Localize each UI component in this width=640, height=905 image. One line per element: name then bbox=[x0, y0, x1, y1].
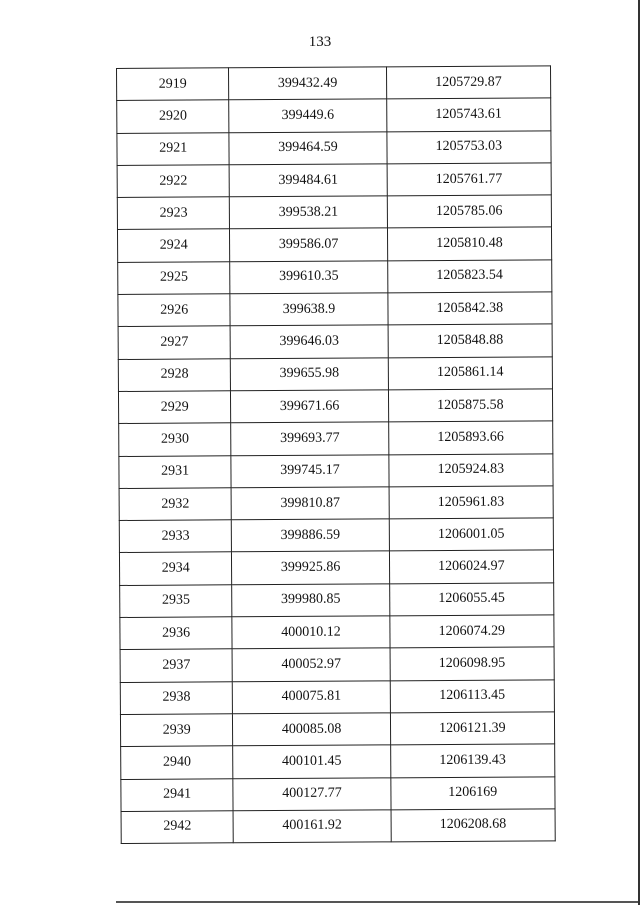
x-coordinate-cell: 399538.21 bbox=[230, 196, 387, 229]
y-coordinate-cell: 1206169 bbox=[391, 776, 556, 809]
y-coordinate-cell: 1205823.54 bbox=[387, 260, 552, 293]
x-coordinate-cell: 399646.03 bbox=[230, 325, 387, 358]
coordinate-table bbox=[116, 65, 556, 844]
table-row bbox=[117, 66, 551, 101]
table-row bbox=[118, 292, 552, 327]
x-coordinate-cell: 399610.35 bbox=[230, 261, 387, 294]
point-id-cell: 2921 bbox=[117, 132, 230, 165]
point-id-cell: 2942 bbox=[121, 811, 234, 844]
y-coordinate-cell: 1205961.83 bbox=[389, 486, 554, 519]
x-coordinate-cell: 399886.59 bbox=[232, 519, 389, 552]
y-coordinate-cell: 1205761.77 bbox=[387, 163, 552, 196]
x-coordinate-cell: 400010.12 bbox=[232, 616, 389, 649]
point-id-cell: 2926 bbox=[118, 294, 231, 327]
y-coordinate-cell: 1205875.58 bbox=[388, 389, 553, 422]
y-coordinate-cell: 1205753.03 bbox=[387, 130, 552, 163]
table-row bbox=[121, 809, 555, 844]
point-id-cell: 2931 bbox=[119, 455, 232, 488]
point-id-cell: 2933 bbox=[119, 520, 232, 553]
point-id-cell: 2932 bbox=[119, 488, 232, 521]
y-coordinate-cell: 1206208.68 bbox=[391, 809, 556, 842]
y-coordinate-cell: 1206074.29 bbox=[390, 615, 555, 648]
table-row bbox=[119, 486, 553, 521]
x-coordinate-cell: 399810.87 bbox=[231, 487, 388, 520]
page-number: 133 bbox=[308, 34, 332, 50]
x-coordinate-cell: 399655.98 bbox=[231, 358, 388, 391]
table-row bbox=[119, 518, 553, 553]
point-id-cell: 2929 bbox=[118, 391, 231, 424]
point-id-cell: 2919 bbox=[117, 68, 230, 101]
scan-bottom-edge bbox=[116, 901, 640, 903]
y-coordinate-cell: 1206001.05 bbox=[389, 518, 554, 551]
x-coordinate-cell: 399980.85 bbox=[232, 584, 389, 617]
point-id-cell: 2924 bbox=[117, 229, 230, 262]
y-coordinate-cell: 1205729.87 bbox=[386, 66, 551, 99]
point-id-cell: 2927 bbox=[118, 326, 231, 359]
x-coordinate-cell: 400161.92 bbox=[233, 810, 390, 843]
x-coordinate-cell: 399671.66 bbox=[231, 390, 388, 423]
y-coordinate-cell: 1206055.45 bbox=[389, 583, 554, 616]
x-coordinate-cell: 399925.86 bbox=[232, 551, 389, 584]
y-coordinate-cell: 1206113.45 bbox=[390, 679, 555, 712]
x-coordinate-cell: 399586.07 bbox=[230, 228, 387, 261]
point-id-cell: 2925 bbox=[118, 262, 231, 295]
y-coordinate-cell: 1205924.83 bbox=[389, 453, 554, 486]
point-id-cell: 2920 bbox=[117, 100, 230, 133]
table-row bbox=[117, 195, 551, 230]
point-id-cell: 2941 bbox=[121, 778, 234, 811]
point-id-cell: 2930 bbox=[119, 423, 232, 456]
y-coordinate-cell: 1206098.95 bbox=[390, 647, 555, 680]
y-coordinate-cell: 1205810.48 bbox=[387, 227, 552, 260]
x-coordinate-cell: 400101.45 bbox=[233, 745, 390, 778]
y-coordinate-cell: 1205785.06 bbox=[387, 195, 552, 228]
table-row bbox=[118, 357, 552, 392]
point-id-cell: 2934 bbox=[119, 552, 232, 585]
table-row bbox=[121, 776, 555, 811]
table-row bbox=[118, 389, 552, 424]
point-id-cell: 2928 bbox=[118, 358, 231, 391]
table-row bbox=[117, 130, 551, 165]
table-row bbox=[120, 583, 554, 618]
point-id-cell: 2935 bbox=[120, 585, 233, 618]
x-coordinate-cell: 399432.49 bbox=[229, 67, 386, 100]
point-id-cell: 2923 bbox=[117, 197, 230, 230]
table-row bbox=[119, 453, 553, 488]
y-coordinate-cell: 1205842.38 bbox=[388, 292, 553, 325]
y-coordinate-cell: 1205848.88 bbox=[388, 324, 553, 357]
y-coordinate-cell: 1205861.14 bbox=[388, 357, 553, 390]
coordinate-table-body bbox=[117, 66, 556, 844]
y-coordinate-cell: 1206139.43 bbox=[390, 744, 555, 777]
table-row bbox=[119, 421, 553, 456]
y-coordinate-cell: 1205893.66 bbox=[388, 421, 553, 454]
table-row bbox=[118, 324, 552, 359]
point-id-cell: 2937 bbox=[120, 649, 233, 682]
x-coordinate-cell: 399464.59 bbox=[229, 131, 386, 164]
y-coordinate-cell: 1206121.39 bbox=[390, 712, 555, 745]
point-id-cell: 2922 bbox=[117, 165, 230, 198]
x-coordinate-cell: 400085.08 bbox=[233, 713, 390, 746]
table-row bbox=[117, 227, 551, 262]
table-row bbox=[121, 744, 555, 779]
x-coordinate-cell: 399449.6 bbox=[229, 99, 386, 132]
x-coordinate-cell: 399745.17 bbox=[231, 454, 388, 487]
table-row bbox=[120, 679, 554, 714]
table-row bbox=[120, 615, 554, 650]
point-id-cell: 2938 bbox=[120, 681, 233, 714]
table-row bbox=[120, 647, 554, 682]
x-coordinate-cell: 399638.9 bbox=[230, 293, 387, 326]
y-coordinate-cell: 1205743.61 bbox=[386, 98, 551, 131]
x-coordinate-cell: 400052.97 bbox=[232, 648, 389, 681]
table-row bbox=[117, 98, 551, 133]
y-coordinate-cell: 1206024.97 bbox=[389, 550, 554, 583]
x-coordinate-cell: 400075.81 bbox=[233, 680, 390, 713]
point-id-cell: 2939 bbox=[120, 714, 233, 747]
table-row bbox=[120, 712, 554, 747]
point-id-cell: 2936 bbox=[120, 617, 233, 650]
table-row bbox=[118, 260, 552, 295]
x-coordinate-cell: 400127.77 bbox=[233, 777, 390, 810]
x-coordinate-cell: 399484.61 bbox=[229, 164, 386, 197]
x-coordinate-cell: 399693.77 bbox=[231, 422, 388, 455]
point-id-cell: 2940 bbox=[121, 746, 234, 779]
table-row bbox=[117, 163, 551, 198]
table-row bbox=[119, 550, 553, 585]
